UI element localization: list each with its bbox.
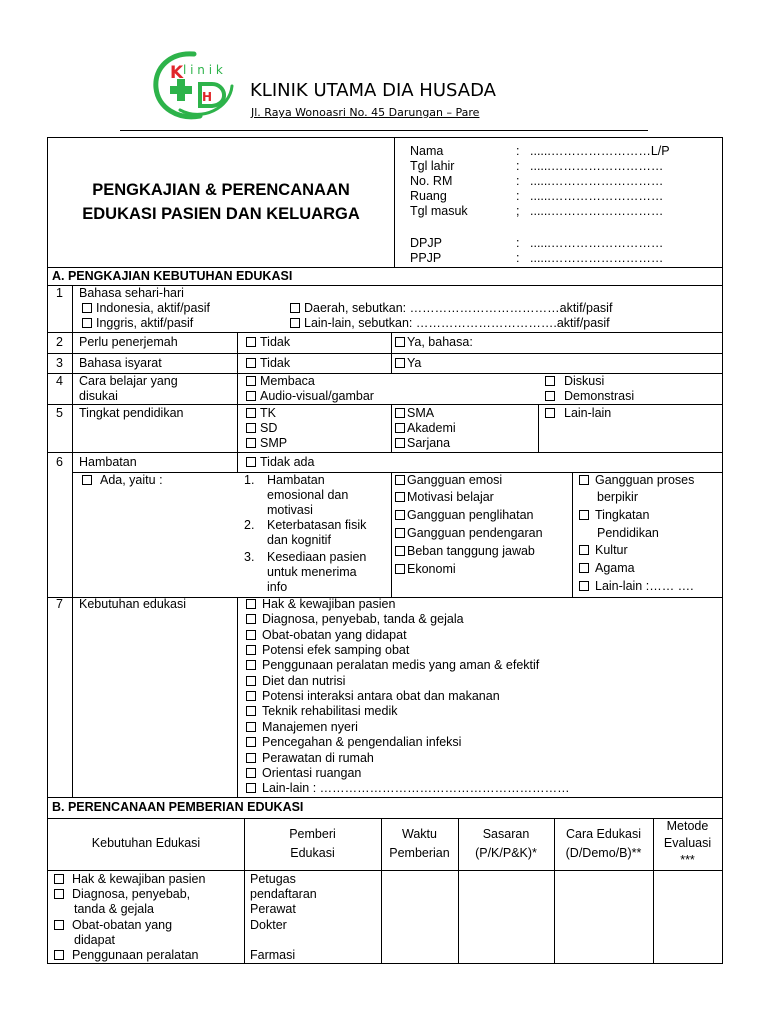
option-label: Audio-visual/gambar (260, 389, 374, 403)
option-label: Kultur (595, 543, 628, 557)
plan-need-item[interactable] (54, 887, 190, 902)
option-label: Diagnosa, penyebab, tanda & gejala (262, 612, 464, 626)
option-kebutuhan[interactable] (246, 689, 500, 704)
option-isyarat-tidak[interactable] (246, 356, 290, 371)
option-diskusi[interactable] (545, 374, 604, 389)
option-label: Ya, bahasa: (407, 335, 473, 349)
giver-label: Dokter (250, 918, 287, 932)
checkbox-icon[interactable] (246, 599, 256, 609)
list-item: untuk menerima (267, 565, 357, 579)
list-number: 1. (244, 473, 255, 487)
option-label: Manajemen nyeri (262, 720, 358, 734)
option-label: Demonstrasi (564, 389, 635, 403)
checkbox-icon[interactable] (290, 318, 300, 328)
giver-label: Farmasi (250, 948, 296, 962)
field-sep: : (516, 189, 520, 203)
checkbox-icon[interactable] (246, 722, 256, 732)
col-header-waktu-2: Pemberian (389, 846, 450, 860)
option-label: Tidak ada (260, 455, 315, 469)
checkbox-icon[interactable] (395, 528, 405, 538)
field-sep: : (516, 174, 520, 188)
plan-need-item[interactable] (54, 918, 172, 933)
logo-monogram: H (202, 90, 213, 104)
option-label: Obat-obatan yang didapat (262, 628, 407, 642)
field-label-dpjp: DPJP (410, 236, 442, 250)
checkbox-icon[interactable] (246, 391, 256, 401)
option-ekonomi[interactable] (395, 562, 456, 577)
checkbox-icon[interactable] (246, 660, 256, 670)
field-input-ppjp[interactable]: ......……………………… (530, 251, 664, 265)
option-kebutuhan[interactable] (246, 674, 345, 689)
option-daerah[interactable] (290, 301, 612, 316)
checkbox-icon[interactable] (545, 408, 555, 418)
option-kebutuhan[interactable] (246, 597, 395, 612)
option-membaca[interactable] (246, 374, 315, 389)
option-kebutuhan[interactable] (246, 704, 397, 719)
checkbox-icon[interactable] (54, 950, 64, 960)
checkbox-icon[interactable] (82, 475, 92, 485)
form-title-line-2: EDUKASI PASIEN DAN KELUARGA (82, 205, 360, 223)
option-label: Beban tanggung jawab (407, 544, 535, 558)
option-tingkatan[interactable] (579, 508, 649, 523)
option-kebutuhan[interactable] (246, 612, 464, 627)
option-label: Tidak (260, 335, 291, 349)
checkbox-icon[interactable] (579, 545, 589, 555)
checkbox-icon[interactable] (545, 391, 555, 401)
option-sma[interactable] (395, 406, 434, 421)
section-b-title: B. PERENCANAAN PEMBERIAN EDUKASI (52, 800, 304, 814)
option-akademi[interactable] (395, 421, 456, 436)
field-label-ruang: Ruang (410, 189, 447, 203)
checkbox-icon[interactable] (395, 475, 405, 485)
option-label: Lain-lain : …………………………………………………… (262, 781, 570, 795)
option-label: Gangguan proses (595, 473, 695, 487)
checkbox-icon[interactable] (246, 706, 256, 716)
option-kebutuhan[interactable] (246, 766, 361, 781)
option-label: Gangguan emosi (407, 473, 503, 487)
row-label-pendidikan: Tingkat pendidikan (79, 406, 184, 420)
option-label: Akademi (407, 421, 456, 435)
checkbox-icon[interactable] (246, 337, 256, 347)
checkbox-icon[interactable] (395, 438, 405, 448)
clinic-address: Jl. Raya Wonoasri No. 45 Darungan – Pare (251, 106, 480, 119)
field-label-tgl-masuk: Tgl masuk (410, 204, 468, 218)
option-label: SMP (260, 436, 288, 450)
option-kultur[interactable] (579, 543, 628, 558)
row-number: 2 (56, 335, 63, 349)
list-item: emosional dan (267, 488, 349, 502)
checkbox-icon[interactable] (395, 510, 405, 520)
option-label: Lain-lain, sebutkan: …………………………….aktif/pasif (304, 316, 610, 330)
option-kebutuhan[interactable] (246, 628, 407, 643)
col-header-cara: Cara Edukasi (565, 827, 642, 841)
col-header-waktu: Waktu (402, 827, 437, 841)
option-label: Ekonomi (407, 562, 456, 576)
option-penerjemah-ya[interactable] (395, 335, 473, 350)
option-label: Potensi interaksi antara obat dan makanan (262, 689, 500, 703)
option-kebutuhan[interactable] (246, 658, 539, 673)
option-smp[interactable] (246, 436, 287, 451)
option-gangguan-proses[interactable] (579, 473, 694, 488)
option-label: Diskusi (564, 374, 605, 388)
field-sep: ; (516, 204, 520, 218)
checkbox-icon[interactable] (246, 691, 256, 701)
row-number: 3 (56, 356, 63, 370)
option-inggris[interactable] (82, 316, 193, 331)
field-sep: : (516, 159, 520, 173)
checkbox-icon[interactable] (395, 546, 405, 556)
option-label: berpikir (597, 490, 638, 504)
giver-label: Petugas (250, 872, 296, 886)
col-header-sasaran-2: (P/K/P&K)* (475, 846, 537, 860)
option-kebutuhan[interactable] (246, 735, 461, 750)
checkbox-icon[interactable] (246, 645, 256, 655)
col-header-sasaran: Sasaran (482, 827, 530, 841)
option-tidak-ada[interactable] (246, 455, 314, 470)
option-label: Penggunaan peralatan medis yang aman & efektif (262, 658, 540, 672)
checkbox-icon[interactable] (246, 768, 256, 778)
checkbox-icon[interactable] (395, 564, 405, 574)
row-label-bahasa: Bahasa sehari-hari (79, 286, 184, 300)
checkbox-icon[interactable] (246, 614, 256, 624)
checkbox-icon[interactable] (246, 408, 256, 418)
row-label-hambatan: Hambatan (79, 455, 137, 469)
option-label: Perawatan di rumah (262, 751, 374, 765)
logo-letter-k: K (170, 63, 184, 83)
checkbox-icon[interactable] (246, 676, 256, 686)
option-ada[interactable] (82, 473, 163, 488)
option-sarjana[interactable] (395, 436, 450, 451)
checkbox-icon[interactable] (246, 753, 256, 763)
option-kebutuhan[interactable] (246, 781, 570, 796)
field-input-tgl-lahir[interactable]: ......……………………… (530, 159, 664, 173)
clinic-name: KLINIK UTAMA DIA HUSADA (250, 80, 496, 101)
option-label: Gangguan pendengaran (407, 526, 543, 540)
option-label: Pendidikan (597, 526, 659, 540)
col-header-metode-2: Evaluasi (663, 836, 712, 850)
checkbox-icon[interactable] (246, 438, 256, 448)
list-item: Hambatan (267, 473, 325, 487)
row-label-isyarat: Bahasa isyarat (79, 356, 162, 370)
option-gangguan-penglihatan[interactable] (395, 508, 534, 523)
checkbox-icon[interactable] (395, 358, 405, 368)
field-label-ppjp: PPJP (410, 251, 442, 265)
checkbox-icon[interactable] (54, 920, 64, 930)
list-item: dan kognitif (267, 533, 331, 547)
checkbox-icon[interactable] (579, 563, 589, 573)
field-label-nama: Nama (410, 144, 444, 158)
option-label: tanda & gejala (74, 902, 154, 916)
plan-need-item[interactable] (54, 872, 205, 887)
option-label: Tingkatan (595, 508, 650, 522)
option-label: Orientasi ruangan (262, 766, 362, 780)
checkbox-icon[interactable] (579, 581, 589, 591)
option-tk[interactable] (246, 406, 276, 421)
option-motivasi-belajar[interactable] (395, 490, 494, 505)
row-number: 1 (56, 286, 63, 300)
option-gangguan-emosi[interactable] (395, 473, 502, 488)
checkbox-icon[interactable] (82, 303, 92, 313)
checkbox-icon[interactable] (395, 337, 405, 347)
option-label: Ya (407, 356, 422, 370)
option-audio-visual[interactable] (246, 389, 374, 404)
option-label: Lain-lain :…… …. (595, 579, 694, 593)
row-number: 4 (56, 374, 63, 388)
option-label: Motivasi belajar (407, 490, 494, 504)
option-lain-lain-bahasa[interactable] (290, 316, 610, 331)
field-sep: : (516, 236, 520, 250)
option-indonesia[interactable] (82, 301, 210, 316)
section-a-title: A. PENGKAJIAN KEBUTUHAN EDUKASI (52, 269, 293, 283)
list-number: 3. (244, 550, 255, 564)
option-label: Tidak (260, 356, 291, 370)
list-item: Keterbatasan fisik (267, 518, 367, 532)
option-kebutuhan[interactable] (246, 751, 374, 766)
checkbox-icon[interactable] (246, 358, 256, 368)
col-header-kebutuhan: Kebutuhan Edukasi (91, 836, 201, 850)
field-input-tgl-masuk[interactable]: ......……………………… (530, 204, 664, 218)
row-label-penerjemah: Perlu penerjemah (79, 335, 178, 349)
checkbox-icon[interactable] (246, 457, 256, 467)
list-item: Kesediaan pasien (267, 550, 367, 564)
option-gangguan-pendengaran[interactable] (395, 526, 543, 541)
field-input-no-rm[interactable]: ......……………………… (530, 174, 664, 188)
field-input-ruang[interactable]: ......……………………… (530, 189, 664, 203)
row-label-kebutuhan: Kebutuhan edukasi (79, 597, 187, 611)
option-label: Hak & kewajiban pasien (72, 872, 206, 886)
option-sd[interactable] (246, 421, 277, 436)
field-sep: : (516, 144, 520, 158)
checkbox-icon[interactable] (82, 318, 92, 328)
checkbox-icon[interactable] (246, 376, 256, 386)
option-label: Teknik rehabilitasi medik (262, 704, 398, 718)
field-input-dpjp[interactable]: ......……………………… (530, 236, 664, 250)
list-item: info (267, 580, 288, 594)
list-item: motivasi (267, 503, 313, 517)
checkbox-icon[interactable] (246, 783, 256, 793)
option-label: Diagnosa, penyebab, (72, 887, 191, 901)
option-label: Pencegahan & pengendalian infeksi (262, 735, 462, 749)
checkbox-icon[interactable] (545, 376, 555, 386)
option-label: Penggunaan peralatan (72, 948, 199, 962)
option-demonstrasi[interactable] (545, 389, 634, 404)
field-input-nama[interactable]: ......……………………L/P (530, 144, 670, 158)
option-isyarat-ya[interactable] (395, 356, 421, 371)
row-label-cara-belajar: Cara belajar yang (79, 374, 178, 388)
option-label: TK (260, 406, 276, 420)
option-lain-lain-hambatan[interactable] (579, 579, 694, 594)
list-number: 2. (244, 518, 255, 532)
col-header-metode-3: *** (680, 853, 695, 867)
option-label: Lain-lain (564, 406, 612, 420)
checkbox-icon[interactable] (395, 492, 405, 502)
option-label: Sarjana (407, 436, 451, 450)
option-lain-lain-pendidikan[interactable] (545, 406, 611, 421)
checkbox-icon[interactable] (395, 408, 405, 418)
giver-label: pendaftaran (250, 887, 317, 901)
col-header-cara-2: (D/Demo/B)** (565, 846, 642, 860)
option-label: Diet dan nutrisi (262, 674, 346, 688)
clinic-logo (150, 50, 240, 122)
checkbox-icon[interactable] (579, 475, 589, 485)
checkbox-icon[interactable] (54, 889, 64, 899)
field-label-no-rm: No. RM (410, 174, 453, 188)
option-label: Obat-obatan yang (72, 918, 173, 932)
col-header-pemberi: Pemberi (289, 827, 336, 841)
row-label-cara-belajar-2: disukai (79, 389, 118, 403)
option-label: didapat (74, 933, 116, 947)
option-beban-tanggung-jawab[interactable] (395, 544, 535, 559)
col-header-pemberi-2: Edukasi (290, 846, 335, 860)
option-label: Hak & kewajiban pasien (262, 597, 396, 611)
option-label: Daerah, sebutkan: ………………………………aktif/pasif (304, 301, 613, 315)
option-label: Gangguan penglihatan (407, 508, 534, 522)
option-label: Agama (595, 561, 635, 575)
form-title-line-1: PENGKAJIAN & PERENCANAAN (92, 181, 350, 199)
option-label: Membaca (260, 374, 315, 388)
option-label: Potensi efek samping obat (262, 643, 410, 657)
option-label: Ada, yaitu : (100, 473, 163, 487)
option-kebutuhan[interactable] (246, 643, 409, 658)
checkbox-icon[interactable] (579, 510, 589, 520)
row-number: 6 (56, 455, 63, 469)
plan-need-item[interactable] (54, 948, 199, 963)
option-label: SMA (407, 406, 435, 420)
checkbox-icon[interactable] (395, 423, 405, 433)
checkbox-icon[interactable] (246, 737, 256, 747)
option-kebutuhan[interactable] (246, 720, 358, 735)
checkbox-icon[interactable] (54, 874, 64, 884)
col-header-metode: Metode (666, 819, 709, 833)
row-number: 7 (56, 597, 63, 611)
field-label-tgl-lahir: Tgl lahir (410, 159, 455, 173)
option-label: SD (260, 421, 278, 435)
checkbox-icon[interactable] (290, 303, 300, 313)
logo-wordmark: l i n i k (183, 63, 223, 77)
checkbox-icon[interactable] (246, 630, 256, 640)
field-sep: : (516, 251, 520, 265)
option-label: Inggris, aktif/pasif (96, 316, 194, 330)
header-rule (120, 130, 648, 131)
checkbox-icon[interactable] (246, 423, 256, 433)
option-agama[interactable] (579, 561, 635, 576)
giver-label: Perawat (250, 902, 296, 916)
row-number: 5 (56, 406, 63, 420)
option-label: Indonesia, aktif/pasif (96, 301, 210, 315)
option-penerjemah-tidak[interactable] (246, 335, 290, 350)
